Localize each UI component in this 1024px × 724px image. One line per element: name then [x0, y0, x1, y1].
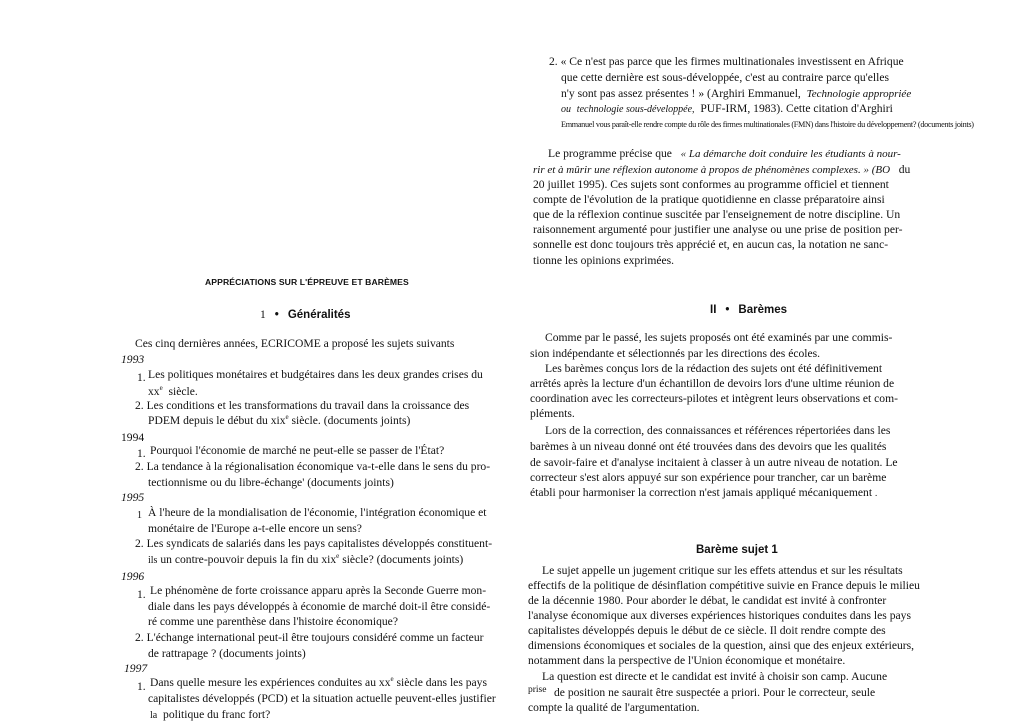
section-title: Généralités: [287, 309, 351, 321]
programme-paragraph-l6: raisonnement argumenté pour justifier une analyse ou une prise de position per-: [533, 223, 903, 236]
intro-text: Ces cinq dernières années, ECRICOME a proposé les sujets suivants: [135, 337, 455, 350]
subject-1993-2: 2. Les conditions et les transformations du travail dans la croissance des: [135, 399, 470, 412]
year-label-1993: 1993: [121, 353, 145, 366]
programme-paragraph-l7: sonnelle est donc toujours très apprécié et, en aucun cas, la notation ne sanc-: [533, 238, 889, 251]
baremes-paragraph-l7: Lors de la correction, des connaissances et références répertoriées dans les: [545, 424, 891, 437]
subject-1997-2-cont4: Emmanuel vous paraît-elle rendre compte du rôle des firmes multinationales (FMN) dans l'histoire du développement? (documents joints): [561, 120, 974, 129]
section-heading-generalites: [260, 305, 350, 323]
subject-1993-1-cont: $xx^e$ siècle.: [148, 384, 198, 398]
sujet1-paragraph-l8: La question est directe et le candidat est invité à choisir son camp. Aucune: [542, 670, 888, 683]
subject-1994-2-cont: tectionnisme ou du libre-échange' (documents joints): [148, 476, 394, 489]
subject-1997-1: Dans quelle mesure les expériences conduites au $xx^e$ siècle dans les pays: [150, 675, 487, 689]
year-label-1994: 1994: [121, 431, 145, 444]
subject-1996-1-cont2: ré comme une parenthèse dans l'histoire économique?: [148, 615, 398, 628]
subject-1996-1: Le phénomène de forte croissance apparu après la Seconde Guerre mon-: [150, 584, 487, 597]
section-heading-baremes: [710, 300, 787, 318]
sujet1-paragraph-l2: effectifs de la politique de désinflation compétitive suivie en France depuis le milieu: [528, 579, 920, 592]
sujet1-paragraph-l5: capitalistes développés depuis le début de ce siècle. Il doit rendre compte des: [528, 624, 886, 637]
bullet-icon: •: [274, 309, 279, 321]
sujet1-paragraph: Le sujet appelle un jugement critique sur les effets attendus et sur les résultats: [542, 564, 903, 577]
baremes-paragraph-l11: établi pour harmoniser la correction n'est jamais appliqué mécaniquement .: [530, 486, 878, 499]
bareme-sujet-1-title: Barème sujet 1: [696, 543, 778, 556]
bullet-icon: •: [725, 304, 730, 316]
subject-1997-2-cont3: ou technologie sous-développée, PUF-IRM, 1983). Cette citation d'Arghiri: [561, 102, 893, 115]
sujet1-paragraph-l9: de position ne saurait être suspectée a priori. Pour le correcteur, seule: [554, 686, 876, 699]
programme-paragraph: Le programme précise que « La démarche doit conduire les étudiants à nour-: [548, 147, 901, 160]
subject-1997-1-cont2: la politique du franc fort?: [150, 708, 271, 721]
programme-paragraph-l2: rir et à mûrir une réflexion autonome à propos de phénomènes complexes. » (BO du: [533, 163, 911, 176]
subject-1994-2: 2. La tendance à la régionalisation économique va-t-elle dans le sens du pro-: [135, 460, 491, 473]
sujet1-paragraph-l6: dimensions économiques et sociales de la question, ainsi que des enjeux extérieurs,: [528, 639, 915, 652]
programme-paragraph-l4: compte de l'évolution de la pratique quotidienne en classe préparatoire ainsi: [533, 193, 885, 206]
sujet1-paragraph-l3: de la décennie 1980. Pour aborder le débat, le candidat est invité à confronter: [528, 594, 887, 607]
section-number: 1: [260, 308, 266, 321]
section-number: II: [710, 304, 717, 316]
subject-1993-1: Les politiques monétaires et budgétaires dans les deux grandes crises du: [148, 368, 483, 381]
subject-1997-2: 2. « Ce n'est pas parce que les firmes multinationales investissent en Afrique: [549, 55, 904, 68]
subject-1995-2: 2. Les syndicats de salariés dans les pays capitalistes développés constituent-: [135, 537, 493, 550]
programme-paragraph-l8: tionne les opinions exprimées.: [533, 254, 675, 267]
baremes-paragraph: Comme par le passé, les sujets proposés ont été examinés par une commis-: [545, 331, 893, 344]
item-number: 1.: [137, 680, 146, 693]
subject-1993-2-cont: PDEM depuis le début du xix$^e$ siècle. (documents joints): [148, 413, 411, 427]
year-label-1995: 1995: [121, 491, 145, 504]
programme-paragraph-l5: que de la réflexion continue suscitée par l'enseignement de notre discipline. Un: [533, 208, 901, 221]
subject-1996-1-cont: diale dans les pays développés à économie de marché doit-il être considé-: [148, 600, 491, 613]
item-number: 1.: [137, 588, 146, 601]
baremes-paragraph-l6: pléments.: [530, 407, 575, 420]
year-label-1996: 1996: [121, 570, 145, 583]
page-header: APPRÉCIATIONS SUR L'ÉPREUVE ET BARÈMES: [205, 277, 409, 287]
subject-1997-2-cont2: n'y sont pas assez présentes ! » (Arghiri Emmanuel, Technologie appropriée: [561, 87, 912, 100]
baremes-paragraph-l2: sion indépendante et sélectionnés par les directions des écoles.: [530, 347, 821, 360]
subject-1996-2-cont: de rattrapage ? (documents joints): [148, 647, 306, 660]
subject-1996-2: 2. L'échange international peut-il être toujours considéré comme un facteur: [135, 631, 484, 644]
baremes-paragraph-l10: correcteur s'est alors appuyé sur son expérience pour trancher, car un barème: [530, 471, 887, 484]
item-number: 1.: [137, 371, 146, 384]
sujet1-paragraph-l4: l'analyse économique aux diverses expériences historiques conduites dans les pays: [528, 609, 911, 622]
subject-1997-2-cont: que cette dernière est sous-développée, c'est au contraire parce qu'elles: [561, 71, 889, 84]
sujet1-paragraph-l7: notamment dans la perspective de l'Union économique et monétaire.: [528, 654, 846, 667]
subject-1994-1: Pourquoi l'économie de marché ne peut-elle se passer de l'État?: [150, 444, 445, 457]
baremes-paragraph-l9: de savoir-faire et d'analyse incitaient à classer à un autre niveau de notation. Le: [530, 456, 898, 469]
baremes-paragraph-l4: arrêtés après la lecture d'un échantillon de devoirs lors d'une ultime réunion de: [530, 377, 895, 390]
baremes-paragraph-l5: coordination avec les correcteurs-pilotes et intègrent leurs observations et com-: [530, 392, 898, 405]
baremes-paragraph-l3: Les barèmes conçus lors de la rédaction des sujets ont été définitivement: [545, 362, 883, 375]
section-title: Barèmes: [738, 304, 788, 316]
item-number: 1: [137, 510, 142, 521]
subject-1995-2-cont: ils un contre-pouvoir depuis la fin du xix$^e$ siècle? (documents joints): [148, 552, 464, 566]
subject-1997-1-cont: capitalistes développés (PCD) et la situation actuelle peuvent-elles justifier: [148, 692, 496, 705]
programme-paragraph-l3: 20 juillet 1995). Ces sujets sont conformes au programme officiel et tiennent: [533, 178, 889, 191]
baremes-paragraph-l8: barèmes à un niveau donné ont été trouvées dans des devoirs que les qualités: [530, 440, 887, 453]
sujet1-margin-word: prise: [528, 685, 547, 695]
sujet1-paragraph-l10: compte la qualité de l'argumentation.: [528, 701, 700, 714]
subject-1995-1: À l'heure de la mondialisation de l'économie, l'intégration économique et: [148, 506, 487, 519]
year-label-1997: 1997: [124, 662, 148, 675]
item-number: 1.: [137, 447, 146, 460]
subject-1995-1-cont: monétaire de l'Europe a-t-elle encore un sens?: [148, 522, 362, 535]
